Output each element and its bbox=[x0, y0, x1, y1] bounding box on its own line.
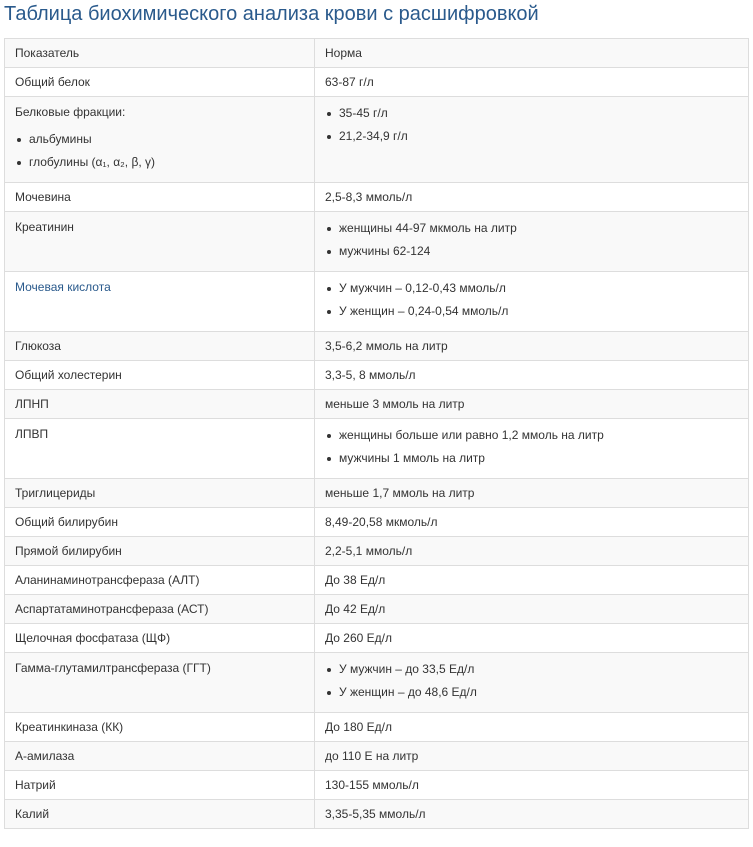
table-row bbox=[5, 653, 749, 713]
list-item: глобулины (α₁, α₂, β, γ) bbox=[15, 151, 304, 174]
norm-value: 2,2-5,1 ммоль/л bbox=[315, 537, 749, 566]
indicator-caption: Креатинин bbox=[15, 220, 74, 234]
list-item: альбумины bbox=[15, 128, 304, 151]
fraction-list bbox=[15, 128, 304, 174]
norm-value: 130-155 ммоль/л bbox=[315, 771, 749, 800]
indicator-name: Глюкоза bbox=[5, 332, 315, 361]
norm-value: 8,49-20,58 мкмоль/л bbox=[315, 508, 749, 537]
norm-list bbox=[325, 424, 738, 470]
norm-value: 2,5-8,3 ммоль/л bbox=[315, 183, 749, 212]
table-row bbox=[5, 419, 749, 479]
indicator-name: Общий холестерин bbox=[5, 361, 315, 390]
list-item: мужчины 1 ммоль на литр bbox=[325, 447, 738, 470]
header-norm: Норма bbox=[315, 39, 749, 68]
norm-value bbox=[315, 272, 749, 332]
indicator-name: Аланинаминотрансфераза (АЛТ) bbox=[5, 566, 315, 595]
table-row bbox=[5, 742, 749, 771]
indicator-name: Натрий bbox=[5, 771, 315, 800]
page-title: Таблица биохимического анализа крови с расшифровкой bbox=[4, 3, 539, 25]
table-row bbox=[5, 508, 749, 537]
table-row bbox=[5, 361, 749, 390]
indicator-name bbox=[5, 212, 315, 272]
indicator-caption: Белковые фракции: bbox=[15, 105, 126, 119]
indicator-name bbox=[5, 97, 315, 183]
indicator-name: Аспартатаминотрансфераза (АСТ) bbox=[5, 595, 315, 624]
norm-value: меньше 3 ммоль на литр bbox=[315, 390, 749, 419]
indicator-name bbox=[5, 419, 315, 479]
table-row bbox=[5, 68, 749, 97]
norm-value: 3,3-5, 8 ммоль/л bbox=[315, 361, 749, 390]
norm-value: 3,35-5,35 ммоль/л bbox=[315, 800, 749, 829]
indicator-caption: ЛПВП bbox=[15, 427, 49, 441]
norm-list bbox=[325, 277, 738, 323]
table-row bbox=[5, 272, 749, 332]
table-row bbox=[5, 624, 749, 653]
list-item: мужчины 62-124 bbox=[325, 240, 738, 263]
indicator-name: Креатинкиназа (КК) bbox=[5, 713, 315, 742]
table-row bbox=[5, 212, 749, 272]
table-header-row bbox=[5, 39, 749, 68]
table-row bbox=[5, 537, 749, 566]
table-row bbox=[5, 332, 749, 361]
indicator-name: Щелочная фосфатаза (ЩФ) bbox=[5, 624, 315, 653]
table-row bbox=[5, 771, 749, 800]
uric-acid-link[interactable]: Мочевая кислота bbox=[15, 280, 111, 294]
indicator-name: Прямой билирубин bbox=[5, 537, 315, 566]
norm-value bbox=[315, 653, 749, 713]
indicator-name: Общий билирубин bbox=[5, 508, 315, 537]
norm-value: До 180 Ед/л bbox=[315, 713, 749, 742]
list-item: женщины 44-97 мкмоль на литр bbox=[325, 217, 738, 240]
list-item: 21,2-34,9 г/л bbox=[325, 125, 738, 148]
norm-list bbox=[325, 658, 738, 704]
indicator-name bbox=[5, 272, 315, 332]
list-item: У женщин – до 48,6 Ед/л bbox=[325, 681, 738, 704]
indicator-name: Триглицериды bbox=[5, 479, 315, 508]
norm-value: До 260 Ед/л bbox=[315, 624, 749, 653]
list-item: У мужчин – 0,12-0,43 ммоль/л bbox=[325, 277, 738, 300]
table-row bbox=[5, 479, 749, 508]
norm-list bbox=[325, 217, 738, 263]
norm-value: 3,5-6,2 ммоль на литр bbox=[315, 332, 749, 361]
header-indicator: Показатель bbox=[5, 39, 315, 68]
norm-value: до 110 Е на литр bbox=[315, 742, 749, 771]
indicator-name: А-амилаза bbox=[5, 742, 315, 771]
blood-analysis-table bbox=[4, 38, 749, 829]
table-row bbox=[5, 390, 749, 419]
table-row bbox=[5, 183, 749, 212]
list-item: 35-45 г/л bbox=[325, 102, 738, 125]
list-item: У женщин – 0,24-0,54 ммоль/л bbox=[325, 300, 738, 323]
norm-value: 63-87 г/л bbox=[315, 68, 749, 97]
norm-list bbox=[325, 102, 738, 148]
table-row bbox=[5, 800, 749, 829]
indicator-name: ЛПНП bbox=[5, 390, 315, 419]
norm-value bbox=[315, 419, 749, 479]
indicator-name: Калий bbox=[5, 800, 315, 829]
indicator-name: Мочевина bbox=[5, 183, 315, 212]
list-item: женщины больше или равно 1,2 ммоль на литр bbox=[325, 424, 738, 447]
table-row bbox=[5, 566, 749, 595]
indicator-name bbox=[5, 653, 315, 713]
norm-value bbox=[315, 97, 749, 183]
indicator-caption: Гамма-глутамилтрансфераза (ГГТ) bbox=[15, 661, 211, 675]
norm-value: До 42 Ед/л bbox=[315, 595, 749, 624]
table-row bbox=[5, 595, 749, 624]
table-row bbox=[5, 713, 749, 742]
norm-value: До 38 Ед/л bbox=[315, 566, 749, 595]
norm-value bbox=[315, 212, 749, 272]
norm-value: меньше 1,7 ммоль на литр bbox=[315, 479, 749, 508]
list-item: У мужчин – до 33,5 Ед/л bbox=[325, 658, 738, 681]
table-row bbox=[5, 97, 749, 183]
indicator-name: Общий белок bbox=[5, 68, 315, 97]
